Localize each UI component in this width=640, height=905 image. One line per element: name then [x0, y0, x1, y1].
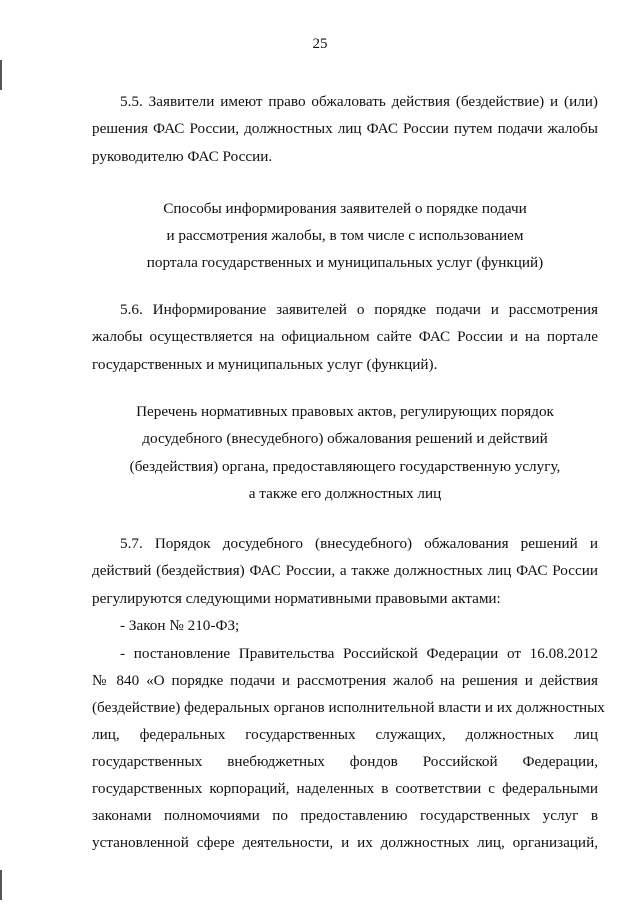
heading-line: Перечень нормативных правовых актов, регулирующих порядок: [136, 403, 554, 420]
text-line: 5.5. Заявители имеют право обжаловать действия (бездействие) и (или): [120, 93, 598, 110]
heading-line: и рассмотрения жалобы, в том числе с использованием: [166, 227, 524, 244]
text-line: № 840 «О порядке подачи и рассмотрения жалоб на решения и действия: [92, 672, 598, 689]
text-line: лиц, федеральных государственных служащих, должностных лиц: [92, 726, 598, 743]
heading-line: досудебного (внесудебного) обжалования решений и действий: [142, 430, 548, 447]
heading-line: (бездействия) органа, предоставляющего государственную услугу,: [129, 458, 561, 475]
heading-line: Способы информирования заявителей о порядке подачи: [163, 200, 527, 217]
text-line: установленной сфере деятельности, и их должностных лиц, организаций,: [92, 834, 598, 851]
text-line: руководителю ФАС России.: [92, 148, 273, 165]
text-line: государственных корпораций, наделенных в соответствии с федеральными: [92, 780, 598, 797]
text-line: жалобы осуществляется на официальном сайте ФАС России и на портале: [92, 328, 598, 345]
text-line: 5.6. Информирование заявителей о порядке подачи и рассмотрения: [120, 301, 598, 318]
scan-edge-mark: [0, 60, 2, 90]
text-line: (бездействие) федеральных органов исполнительной власти и их должностных: [92, 699, 605, 716]
text-line: 5.7. Порядок досудебного (внесудебного) обжалования решений и: [120, 535, 598, 552]
text-line: - постановление Правительства Российской Федерации от 16.08.2012: [120, 645, 598, 662]
text-line: государственных и муниципальных услуг (функций).: [92, 356, 438, 373]
page-number: 25: [312, 36, 328, 52]
scan-edge-mark: [0, 870, 2, 900]
heading-line: портала государственных и муниципальных услуг (функций): [146, 254, 544, 271]
text-line: законами полномочиями по предоставлению государственных услуг в: [92, 807, 598, 824]
text-line: действий (бездействия) ФАС России, а также должностных лиц ФАС России: [92, 562, 598, 579]
text-line: решения ФАС России, должностных лиц ФАС России путем подачи жалобы: [92, 120, 598, 137]
text-line: регулируются следующими нормативными правовыми актами:: [92, 590, 501, 607]
heading-line: а также его должностных лиц: [248, 485, 442, 502]
list-item: - Закон № 210-ФЗ;: [120, 617, 240, 634]
text-line: государственных внебюджетных фондов Российской Федерации,: [92, 753, 598, 770]
